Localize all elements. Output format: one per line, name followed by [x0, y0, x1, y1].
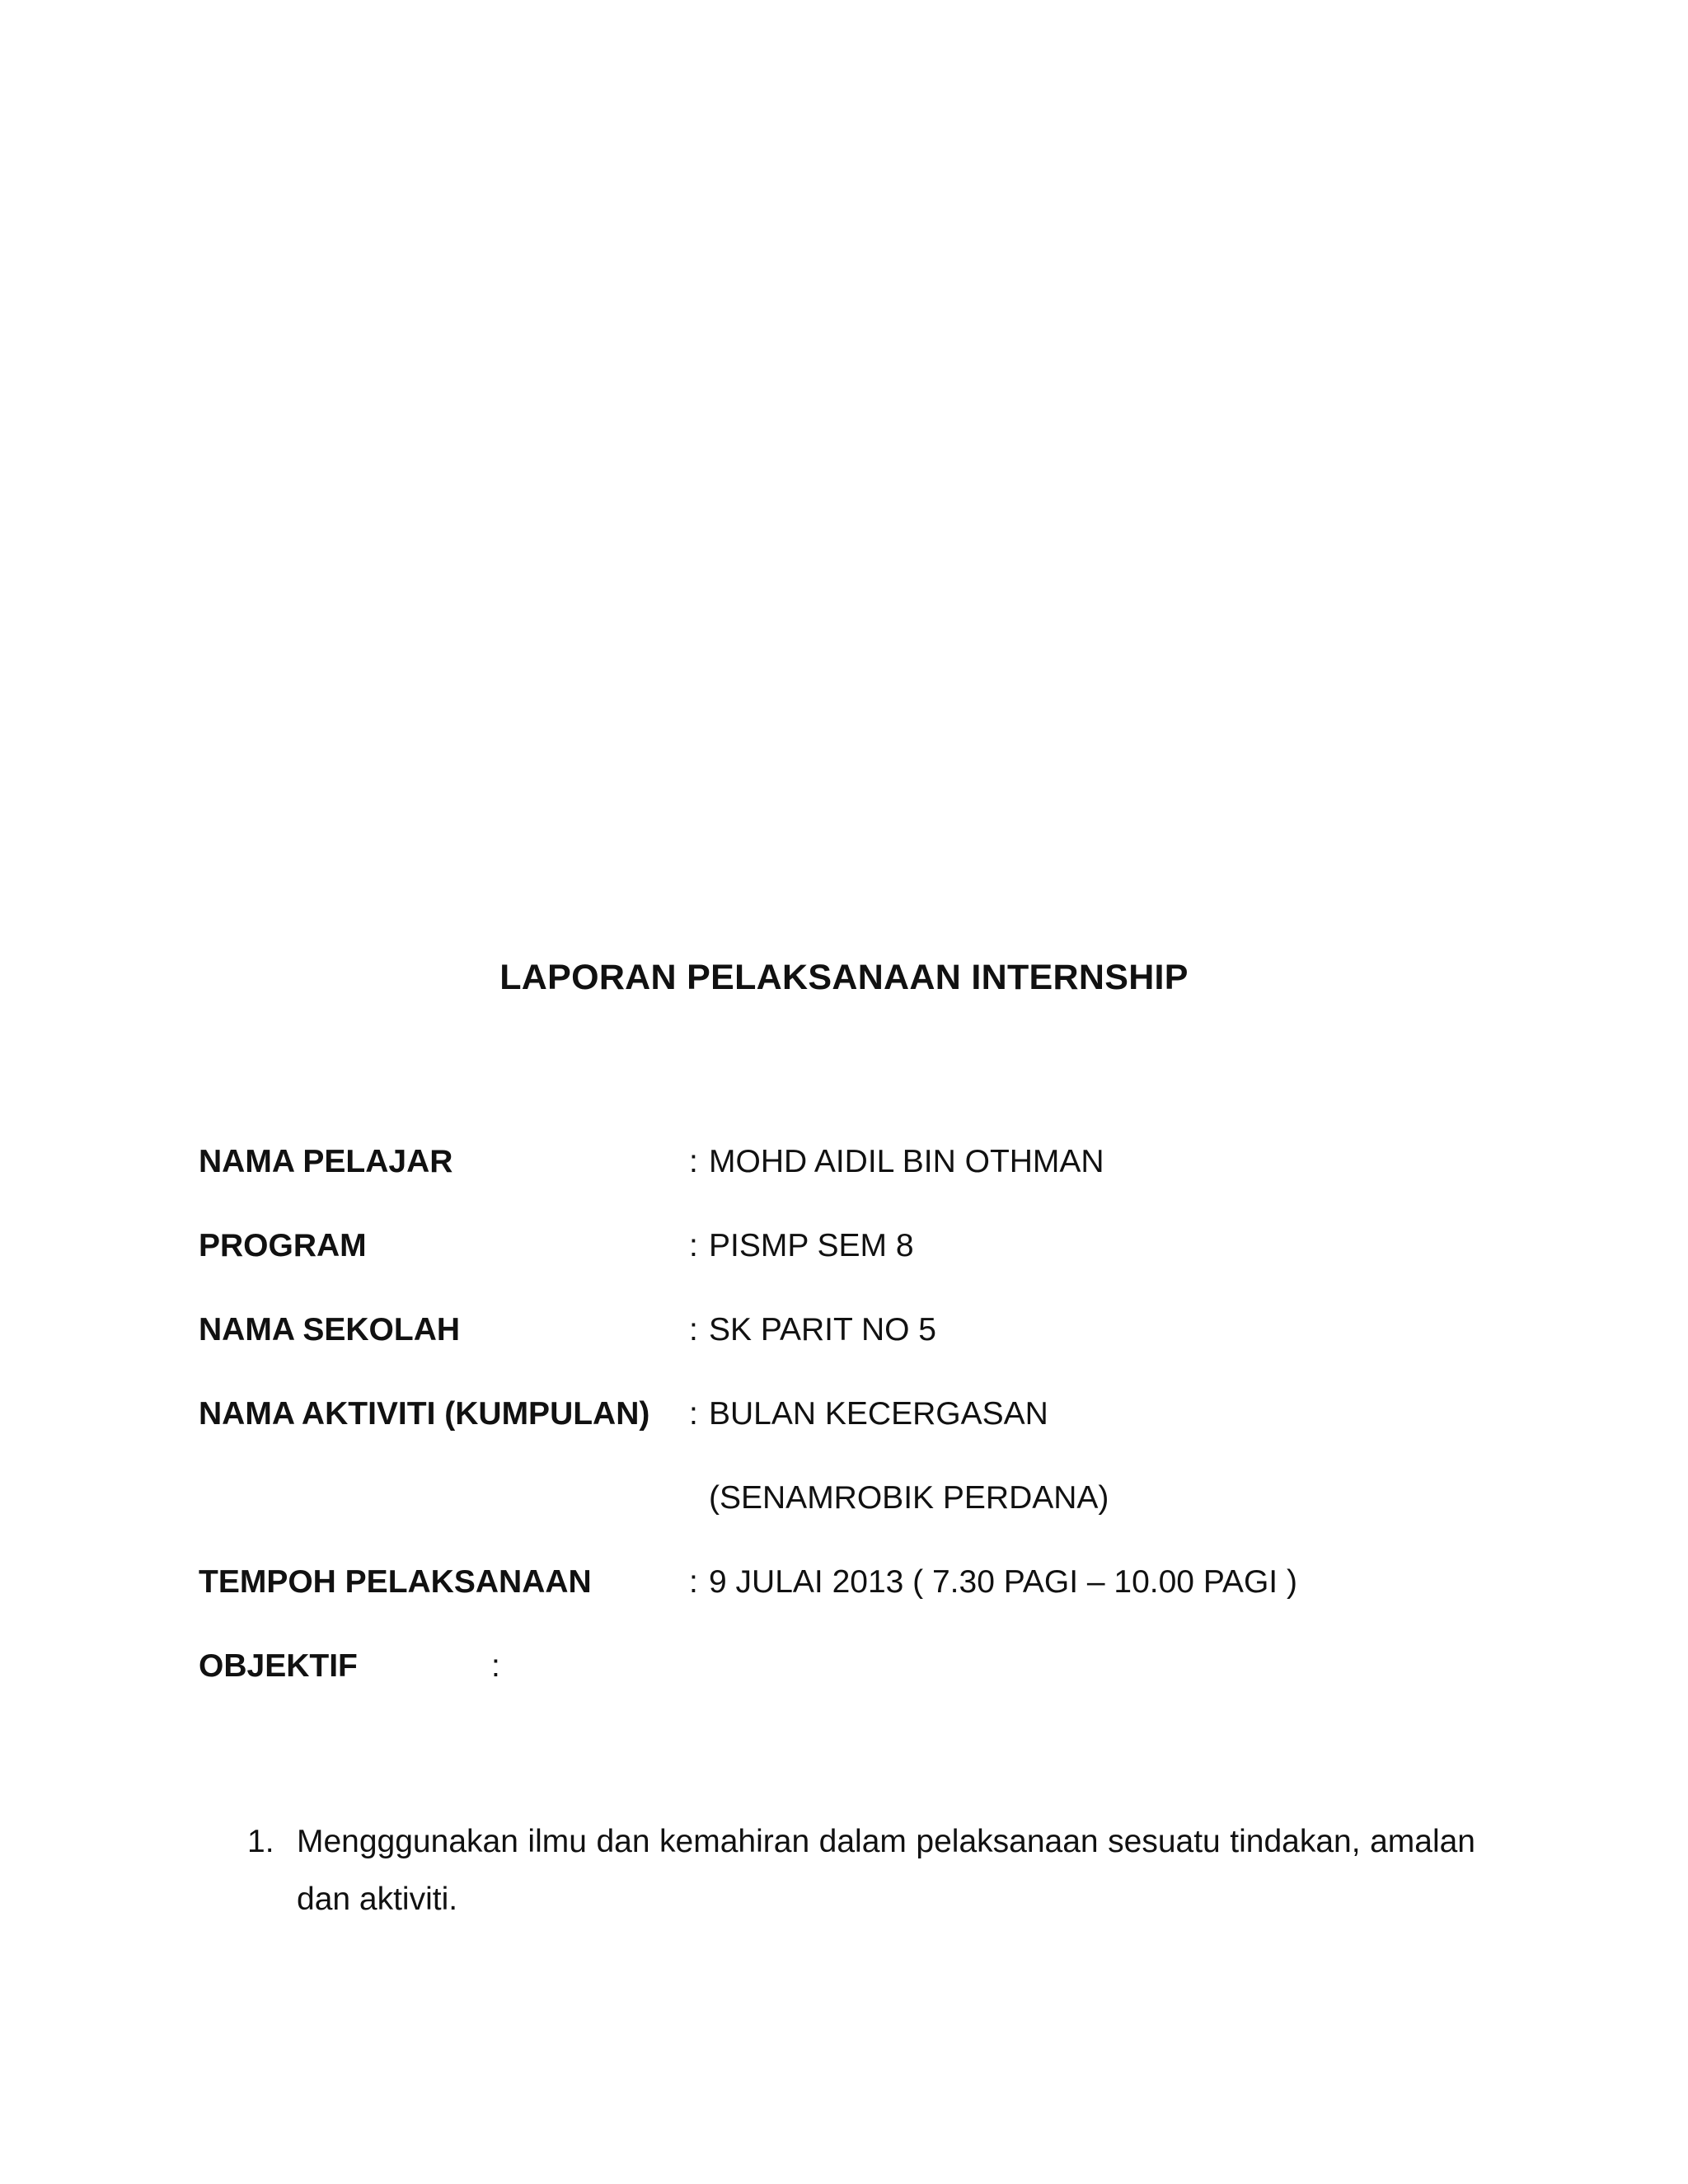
field-separator: : [689, 1312, 698, 1347]
list-item [247, 1813, 1475, 1929]
field-label-objektif: OBJEKTIF [199, 1648, 358, 1684]
field-separator: : [689, 1396, 698, 1432]
field-label-nama-sekolah: NAMA SEKOLAH [199, 1312, 461, 1347]
objektif-separator: : [491, 1648, 500, 1684]
field-value-program [689, 1228, 914, 1264]
field-value-nama-pelajar [689, 1144, 1104, 1180]
field-value-text: MOHD AIDIL BIN OTHMAN [709, 1144, 1104, 1179]
field-label-nama-pelajar: NAMA PELAJAR [199, 1144, 453, 1179]
document-title: LAPORAN PELAKSANAAN INTERNSHIP [499, 958, 1189, 997]
field-label-nama-aktiviti: NAMA AKTIVITI (KUMPULAN) [199, 1396, 650, 1432]
objectives-list [247, 1813, 1475, 1929]
field-value-text: BULAN KECERGASAN [709, 1396, 1048, 1432]
field-value-text: 9 JULAI 2013 ( 7.30 PAGI – 10.00 PAGI ) [709, 1564, 1297, 1600]
field-value-tempoh-pelaksanaan [689, 1564, 1297, 1601]
field-value-nama-sekolah [689, 1312, 936, 1348]
field-label-program: PROGRAM [199, 1228, 367, 1263]
list-item-text: Mengggunakan ilmu dan kemahiran dalam pelaksanaan sesuatu tindakan, amalan dan aktiviti. [297, 1824, 1475, 1917]
field-separator: : [689, 1564, 698, 1600]
list-item-number: 1. [247, 1824, 274, 1859]
field-value-text: SK PARIT NO 5 [709, 1312, 936, 1347]
field-value-nama-aktiviti [689, 1396, 1048, 1432]
field-separator: : [689, 1144, 698, 1179]
field-separator: : [689, 1228, 698, 1263]
field-value-text: PISMP SEM 8 [709, 1228, 914, 1263]
field-value-nama-aktiviti-line2: (SENAMROBIK PERDANA) [709, 1480, 1109, 1516]
field-label-tempoh-pelaksanaan: TEMPOH PELAKSANAAN [199, 1564, 592, 1600]
